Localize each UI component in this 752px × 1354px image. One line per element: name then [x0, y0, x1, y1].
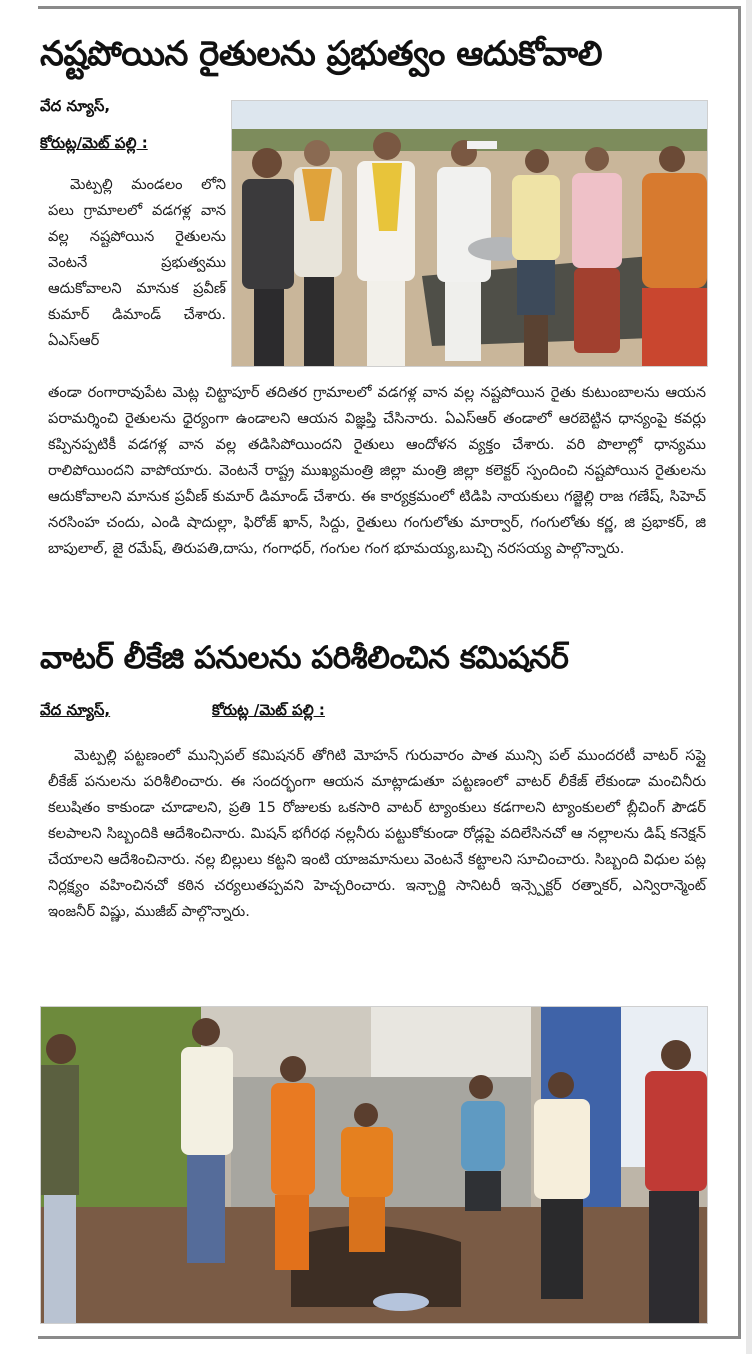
page-edge — [746, 0, 752, 1354]
article1-place: కోరుట్ల/మెట్ పల్లి : — [40, 134, 148, 152]
article1-headline: నష్టపోయిన రైతులను ప్రభుత్వం ఆదుకోవాలి — [40, 34, 603, 74]
farmers-photo — [231, 100, 708, 367]
article1-body: తండా రంగారావుపేట మెట్ల చిట్టాపూర్ తదితర గ్రామాలలో వడగళ్ల వాన వల్ల నష్టపోయిన రైతు కుటుంబాలను ఆయన పరామర్శించి రైతులను ధైర్యంగా ఉండాలని ఆయన విజ్ఞప్తి చేసినారు. ఏఎస్ఆర్ తండాలో ఆరబెట్టిన ధాన్యంపై కవర్లు కప్పినప్పటికీ వడగళ్ల వాన వల్ల తడిసిపోయిందని రైతులు ఆందోళన వ్యక్తం చేశారు. వరి పొలాల్లో ధాన్యము రాలిపోయిందని వాపోయారు. వెంటనే రాష్ట్ర ముఖ్యమంత్రి జిల్లా మంత్రి జిల్లా కలెక్టర్ స్పందించి నష్టపోయిన రైతులను ఆదుకోవాలని మానుక ప్రవీణ్ కుమార్ డిమాండ్ చేశారు. ఈ కార్యక్రమంలో టిడిపి నాయకులు గజ్జెల్లి రాజ గణేష్, సిహెచ్ నరసింహ చందు, ఎండి షాదుల్లా, ఫిరోజ్ ఖాన్, సిద్దు, రైతులు గంగులోతు మార్వార్, గంగులోతు కర్ణ, జి ప్రభాకర్, జి బాపులాల్, జై రమేష్, తిరుపతి,దాసు, గంగాధర్, గంగుల గంగ భూమయ్య,బుచ్చి నరసయ్య పాల్గొన్నారు. — [48, 384, 706, 557]
article1-source: వేద న్యూస్, — [40, 97, 111, 115]
water-leak-photo — [40, 1006, 708, 1324]
top-rule — [38, 6, 738, 9]
article2-body: మెట్పల్లి పట్టణంలో మున్సిపల్ కమిషనర్ తోగిటి మోహన్ గురువారం పాత మున్సి పల్ ముందరటీ వాటర్ సప్లై లీకేజ్ పనులను పరిశీలించారు. ఈ సందర్భంగా ఆయన మాట్లాడుతూ పట్టణంలో వాటర్ లీకేజ్ లేకుండా మంచినీరు కలుషితం కాకుండా చూడాలని, ప్రతి 15 రోజులకు ఒకసారి వాటర్ ట్యాంకులు కడగాలని ట్యాంకులలో బ్లీచింగ్ పౌడర్ కలపాలని సిబ్బందికి ఆదేశించినారు. మిషన్ భగీరథ నల్లనీరు పట్టుకోకుండా రోడ్లపై వదిలేసినచో ఆ నల్లాలను డిష్ కనెక్షన్ చేయాలని ఆదేశించినారు. నల్ల బిల్లులు కట్టని ఇంటి యాజమానులు వెంటనే కట్టాలని సూచించారు. సిబ్బంది విధుల పట్ల నిర్లక్ష్యం వహించినచో కఠిన చర్యలుతప్పవని హెచ్చరించారు. ఇన్చార్జి సానిటరీ ఇన్స్పెక్టర్ రత్నాకర్, ఎన్విరాన్మెంట్ ఇంజనీర్ విష్ణు, ముజీబ్ పాల్గొన్నారు. — [48, 747, 706, 920]
article2-place: కోరుట్ల /మెట్ పల్లి : — [212, 701, 325, 719]
bottom-rule — [38, 1336, 741, 1339]
article1-body-column: మెట్పల్లి మండలం లోని పలు గ్రామాలలో వడగళ్ల వాన వల్ల నష్టపోయిన రైతులను వెంటనే ప్రభుత్వము ఆదుకోవాలని మానుక ప్రవీణ్ కుమార్ డిమాండ్ చేశారు. ఏఎస్ఆర్ — [48, 176, 226, 349]
article2-headline: వాటర్ లీకేజి పనులను పరిశీలించిన కమిషనర్ — [40, 640, 569, 676]
article2-source: వేద న్యూస్, — [40, 701, 111, 719]
right-rule — [738, 6, 741, 1336]
